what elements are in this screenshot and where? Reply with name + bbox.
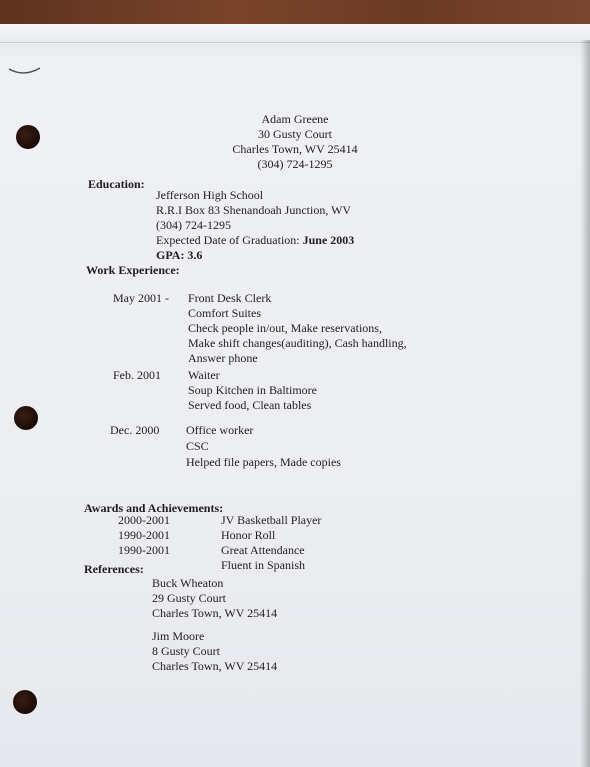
graduation-value: June 2003 [302,233,355,247]
references-heading: References: [84,562,144,576]
page-edge-shadow [580,40,590,767]
award-year: 2000-2001 [118,513,170,527]
contact-city: Charles Town, WV 25414 [232,142,358,156]
job-line: Office worker [186,423,254,437]
job-line: Comfort Suites [188,306,262,320]
reference-name: Buck Wheaton [152,576,224,590]
job-line: Make shift changes(auditing), Cash handling, [188,336,407,350]
graduation-date [156,233,354,248]
award-year: 1990-2001 [118,543,170,557]
punch-hole-icon [16,125,40,149]
contact-name: Adam Greene [261,112,329,126]
award-item: JV Basketball Player [221,513,322,527]
job-line: Answer phone [188,351,258,365]
graduation-label: Expected Date of Graduation: [156,233,303,247]
job-line: CSC [186,439,209,453]
job-line: Helped file papers, Made copies [186,455,341,469]
job-line: Served food, Clean tables [188,398,312,412]
awards-heading: Awards and Achievements: [84,501,224,515]
contact-phone: (304) 724-1295 [257,157,333,171]
job-date: Feb. 2001 [113,368,161,382]
reference-street: 8 Gusty Court [152,644,221,658]
gpa: GPA: 3.6 [156,248,203,262]
school-address: R.R.I Box 83 Shenandoah Junction, WV [156,203,352,217]
reference-city: Charles Town, WV 25414 [152,659,278,673]
work-experience-heading: Work Experience: [86,263,180,277]
award-item: Honor Roll [221,528,276,542]
job-line: Check people in/out, Make reservations, [188,321,382,335]
education-heading: Education: [88,177,145,191]
job-line: Soup Kitchen in Baltimore [188,383,317,397]
punch-hole-icon [14,406,38,430]
contact-street: 30 Gusty Court [257,127,332,141]
pen-mark-icon [8,66,42,78]
job-line: Front Desk Clerk [188,291,272,305]
reference-city: Charles Town, WV 25414 [152,606,278,620]
reference-street: 29 Gusty Court [152,591,227,605]
page-top-edge [0,24,590,43]
award-item: Great Attendance [221,543,305,557]
award-year: 1990-2001 [118,528,170,542]
job-date: May 2001 - [113,291,169,305]
reference-name: Jim Moore [152,629,205,643]
school-name: Jefferson High School [156,188,264,202]
school-phone: (304) 724-1295 [156,218,231,232]
punch-hole-icon [13,690,37,714]
award-item: Fluent in Spanish [221,558,306,572]
job-date: Dec. 2000 [110,423,160,437]
job-line: Waiter [188,368,220,382]
